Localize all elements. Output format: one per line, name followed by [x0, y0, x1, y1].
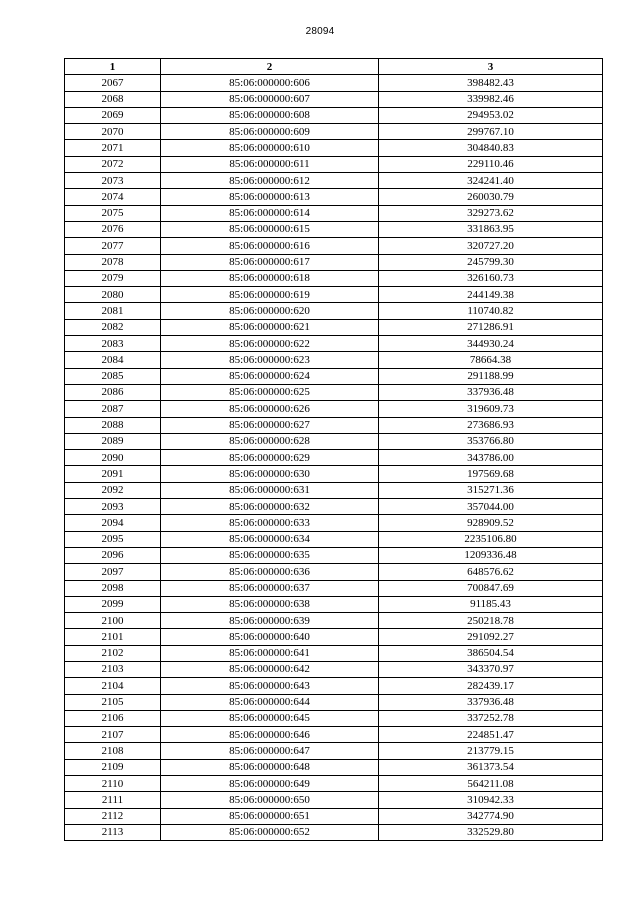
- table-row: [65, 694, 603, 710]
- cadastral-number-cell: 85:06:000000:633: [161, 515, 379, 531]
- cadastral-number-cell: 85:06:000000:608: [161, 107, 379, 123]
- table-row: [65, 238, 603, 254]
- column-header-2: 2: [161, 59, 379, 75]
- value-cell: 326160.73: [379, 270, 603, 286]
- table-row: [65, 156, 603, 172]
- value-cell: 224851.47: [379, 727, 603, 743]
- row-number-cell: 2100: [65, 613, 161, 629]
- table-row: [65, 727, 603, 743]
- table-row: [65, 352, 603, 368]
- cadastral-number-cell: 85:06:000000:630: [161, 466, 379, 482]
- cadastral-number-cell: 85:06:000000:627: [161, 417, 379, 433]
- row-number-cell: 2093: [65, 499, 161, 515]
- value-cell: 2235106.80: [379, 531, 603, 547]
- cadastral-number-cell: 85:06:000000:623: [161, 352, 379, 368]
- row-number-cell: 2111: [65, 792, 161, 808]
- value-cell: 294953.02: [379, 107, 603, 123]
- row-number-cell: 2091: [65, 466, 161, 482]
- cadastral-number-cell: 85:06:000000:614: [161, 205, 379, 221]
- cadastral-number-cell: 85:06:000000:612: [161, 173, 379, 189]
- row-number-cell: 2090: [65, 450, 161, 466]
- value-cell: 213779.15: [379, 743, 603, 759]
- value-cell: 353766.80: [379, 433, 603, 449]
- cadastral-number-cell: 85:06:000000:636: [161, 564, 379, 580]
- table-row: [65, 824, 603, 840]
- data-table: [64, 58, 603, 841]
- cadastral-number-cell: 85:06:000000:639: [161, 613, 379, 629]
- row-number-cell: 2113: [65, 824, 161, 840]
- cadastral-number-cell: 85:06:000000:620: [161, 303, 379, 319]
- value-cell: 648576.62: [379, 564, 603, 580]
- table-row: [65, 401, 603, 417]
- cadastral-number-cell: 85:06:000000:622: [161, 336, 379, 352]
- value-cell: 299767.10: [379, 124, 603, 140]
- value-cell: 700847.69: [379, 580, 603, 596]
- table-row: [65, 91, 603, 107]
- table-row: [65, 450, 603, 466]
- column-header-3: 3: [379, 59, 603, 75]
- value-cell: 342774.90: [379, 808, 603, 824]
- value-cell: 398482.43: [379, 75, 603, 91]
- table-row: [65, 613, 603, 629]
- table-row: [65, 580, 603, 596]
- row-number-cell: 2072: [65, 156, 161, 172]
- table-body: [65, 75, 603, 841]
- row-number-cell: 2107: [65, 727, 161, 743]
- table-row: [65, 140, 603, 156]
- value-cell: 91185.43: [379, 596, 603, 612]
- value-cell: 343370.97: [379, 661, 603, 677]
- table-row: [65, 678, 603, 694]
- row-number-cell: 2083: [65, 336, 161, 352]
- table-row: [65, 417, 603, 433]
- cadastral-number-cell: 85:06:000000:644: [161, 694, 379, 710]
- cadastral-number-cell: 85:06:000000:606: [161, 75, 379, 91]
- table-row: [65, 645, 603, 661]
- cadastral-number-cell: 85:06:000000:632: [161, 499, 379, 515]
- value-cell: 282439.17: [379, 678, 603, 694]
- cadastral-number-cell: 85:06:000000:619: [161, 287, 379, 303]
- table-row: [65, 270, 603, 286]
- value-cell: 271286.91: [379, 319, 603, 335]
- cadastral-number-cell: 85:06:000000:652: [161, 824, 379, 840]
- cadastral-number-cell: 85:06:000000:625: [161, 384, 379, 400]
- row-number-cell: 2068: [65, 91, 161, 107]
- row-number-cell: 2099: [65, 596, 161, 612]
- cadastral-number-cell: 85:06:000000:634: [161, 531, 379, 547]
- row-number-cell: 2110: [65, 776, 161, 792]
- cadastral-number-cell: 85:06:000000:613: [161, 189, 379, 205]
- row-number-cell: 2084: [65, 352, 161, 368]
- page-number: 28094: [305, 26, 335, 37]
- row-number-cell: 2096: [65, 547, 161, 563]
- table-row: [65, 759, 603, 775]
- cadastral-number-cell: 85:06:000000:629: [161, 450, 379, 466]
- table-row: [65, 596, 603, 612]
- column-header-1: 1: [65, 59, 161, 75]
- cadastral-number-cell: 85:06:000000:611: [161, 156, 379, 172]
- value-cell: 343786.00: [379, 450, 603, 466]
- table-row: [65, 221, 603, 237]
- table-row: [65, 107, 603, 123]
- row-number-cell: 2106: [65, 710, 161, 726]
- cadastral-number-cell: 85:06:000000:631: [161, 482, 379, 498]
- value-cell: 110740.82: [379, 303, 603, 319]
- cadastral-number-cell: 85:06:000000:637: [161, 580, 379, 596]
- row-number-cell: 2092: [65, 482, 161, 498]
- row-number-cell: 2076: [65, 221, 161, 237]
- value-cell: 329273.62: [379, 205, 603, 221]
- cadastral-number-cell: 85:06:000000:617: [161, 254, 379, 270]
- row-number-cell: 2095: [65, 531, 161, 547]
- cadastral-number-cell: 85:06:000000:642: [161, 661, 379, 677]
- value-cell: 564211.08: [379, 776, 603, 792]
- value-cell: 361373.54: [379, 759, 603, 775]
- value-cell: 245799.30: [379, 254, 603, 270]
- row-number-cell: 2078: [65, 254, 161, 270]
- table-row: [65, 254, 603, 270]
- table-row: [65, 531, 603, 547]
- value-cell: 344930.24: [379, 336, 603, 352]
- cadastral-number-cell: 85:06:000000:641: [161, 645, 379, 661]
- cadastral-number-cell: 85:06:000000:649: [161, 776, 379, 792]
- row-number-cell: 2087: [65, 401, 161, 417]
- table-row: [65, 515, 603, 531]
- value-cell: 386504.54: [379, 645, 603, 661]
- row-number-cell: 2067: [65, 75, 161, 91]
- value-cell: 291188.99: [379, 368, 603, 384]
- value-cell: 337936.48: [379, 694, 603, 710]
- row-number-cell: 2086: [65, 384, 161, 400]
- row-number-cell: 2070: [65, 124, 161, 140]
- table-row: [65, 499, 603, 515]
- table-row: [65, 368, 603, 384]
- value-cell: 357044.00: [379, 499, 603, 515]
- cadastral-number-cell: 85:06:000000:635: [161, 547, 379, 563]
- cadastral-number-cell: 85:06:000000:648: [161, 759, 379, 775]
- table-row: [65, 776, 603, 792]
- value-cell: 260030.79: [379, 189, 603, 205]
- value-cell: 319609.73: [379, 401, 603, 417]
- table-row: [65, 433, 603, 449]
- table-row: [65, 75, 603, 91]
- cadastral-number-cell: 85:06:000000:626: [161, 401, 379, 417]
- cadastral-number-cell: 85:06:000000:645: [161, 710, 379, 726]
- row-number-cell: 2082: [65, 319, 161, 335]
- row-number-cell: 2112: [65, 808, 161, 824]
- value-cell: 337252.78: [379, 710, 603, 726]
- cadastral-number-cell: 85:06:000000:624: [161, 368, 379, 384]
- cadastral-number-cell: 85:06:000000:615: [161, 221, 379, 237]
- row-number-cell: 2108: [65, 743, 161, 759]
- table-row: [65, 205, 603, 221]
- value-cell: 273686.93: [379, 417, 603, 433]
- row-number-cell: 2081: [65, 303, 161, 319]
- table-row: [65, 336, 603, 352]
- row-number-cell: 2074: [65, 189, 161, 205]
- cadastral-number-cell: 85:06:000000:638: [161, 596, 379, 612]
- value-cell: 928909.52: [379, 515, 603, 531]
- value-cell: 310942.33: [379, 792, 603, 808]
- row-number-cell: 2077: [65, 238, 161, 254]
- row-number-cell: 2105: [65, 694, 161, 710]
- table-row: [65, 303, 603, 319]
- row-number-cell: 2080: [65, 287, 161, 303]
- value-cell: 331863.95: [379, 221, 603, 237]
- table-row: [65, 743, 603, 759]
- row-number-cell: 2071: [65, 140, 161, 156]
- cadastral-number-cell: 85:06:000000:650: [161, 792, 379, 808]
- cadastral-number-cell: 85:06:000000:640: [161, 629, 379, 645]
- value-cell: 229110.46: [379, 156, 603, 172]
- row-number-cell: 2101: [65, 629, 161, 645]
- table-row: [65, 808, 603, 824]
- value-cell: 78664.38: [379, 352, 603, 368]
- row-number-cell: 2085: [65, 368, 161, 384]
- row-number-cell: 2075: [65, 205, 161, 221]
- row-number-cell: 2073: [65, 173, 161, 189]
- value-cell: 339982.46: [379, 91, 603, 107]
- value-cell: 320727.20: [379, 238, 603, 254]
- table-row: [65, 564, 603, 580]
- value-cell: 197569.68: [379, 466, 603, 482]
- row-number-cell: 2097: [65, 564, 161, 580]
- value-cell: 315271.36: [379, 482, 603, 498]
- table-row: [65, 792, 603, 808]
- cadastral-number-cell: 85:06:000000:643: [161, 678, 379, 694]
- row-number-cell: 2098: [65, 580, 161, 596]
- row-number-cell: 2109: [65, 759, 161, 775]
- cadastral-number-cell: 85:06:000000:647: [161, 743, 379, 759]
- cadastral-number-cell: 85:06:000000:607: [161, 91, 379, 107]
- table-row: [65, 629, 603, 645]
- row-number-cell: 2079: [65, 270, 161, 286]
- table-row: [65, 466, 603, 482]
- table-row: [65, 319, 603, 335]
- table-row: [65, 661, 603, 677]
- table-row: [65, 384, 603, 400]
- table-header-row: [65, 59, 603, 75]
- value-cell: 304840.83: [379, 140, 603, 156]
- cadastral-number-cell: 85:06:000000:618: [161, 270, 379, 286]
- table-row: [65, 189, 603, 205]
- row-number-cell: 2103: [65, 661, 161, 677]
- cadastral-number-cell: 85:06:000000:646: [161, 727, 379, 743]
- table-row: [65, 287, 603, 303]
- cadastral-number-cell: 85:06:000000:609: [161, 124, 379, 140]
- table-row: [65, 173, 603, 189]
- value-cell: 250218.78: [379, 613, 603, 629]
- row-number-cell: 2088: [65, 417, 161, 433]
- cadastral-number-cell: 85:06:000000:610: [161, 140, 379, 156]
- table-row: [65, 482, 603, 498]
- table-row: [65, 124, 603, 140]
- cadastral-number-cell: 85:06:000000:651: [161, 808, 379, 824]
- cadastral-number-cell: 85:06:000000:616: [161, 238, 379, 254]
- value-cell: 337936.48: [379, 384, 603, 400]
- value-cell: 332529.80: [379, 824, 603, 840]
- row-number-cell: 2102: [65, 645, 161, 661]
- cadastral-number-cell: 85:06:000000:628: [161, 433, 379, 449]
- row-number-cell: 2089: [65, 433, 161, 449]
- value-cell: 324241.40: [379, 173, 603, 189]
- row-number-cell: 2094: [65, 515, 161, 531]
- value-cell: 291092.27: [379, 629, 603, 645]
- table-row: [65, 710, 603, 726]
- value-cell: 244149.38: [379, 287, 603, 303]
- cadastral-number-cell: 85:06:000000:621: [161, 319, 379, 335]
- row-number-cell: 2069: [65, 107, 161, 123]
- table-row: [65, 547, 603, 563]
- value-cell: 1209336.48: [379, 547, 603, 563]
- row-number-cell: 2104: [65, 678, 161, 694]
